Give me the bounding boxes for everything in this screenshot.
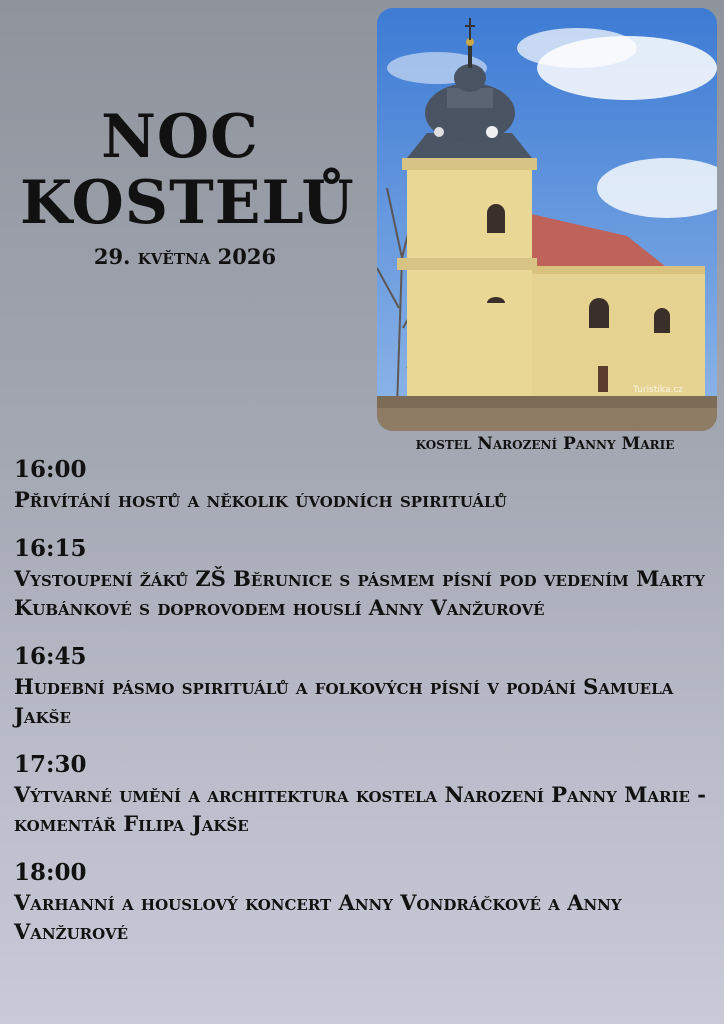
program-description: Varhanní a houslový koncert Anny Vondráčkové a Anny Vanžurové [14,890,622,944]
program-time: 16:00 [14,456,87,483]
program-item [14,750,714,838]
church-photo [377,8,717,431]
program-description: Hudební pásmo spirituálů a folkových písní v podání Samuela Jakše [14,674,674,728]
program-item [14,534,714,622]
event-date: 29. května 2026 [93,244,277,269]
program-list [14,455,714,966]
title-line-2: KOSTELŮ [20,168,355,238]
program-time: 16:15 [14,535,87,562]
photo-caption: kostel Narození Panny Marie [415,434,675,454]
program-time: 18:00 [14,859,87,886]
program-description: Přivítání hostů a několik úvodních spirituálů [14,487,507,512]
program-item [14,455,714,514]
program-description: Vystoupení žáků ZŠ Běrunice s pásmem písní pod vedením Marty Kubánkové s doprovodem houslí Anny Vanžurové [14,566,706,620]
program-item [14,858,714,946]
church-illustration [377,8,717,431]
program-time: 16:45 [14,643,87,670]
event-title [20,102,355,238]
program-description: Výtvarné umění a architektura kostela Narození Panny Marie - komentář Filipa Jakše [14,782,706,836]
program-time: 17:30 [14,751,87,778]
program-item [14,642,714,730]
photo-watermark: Turistika.cz [633,385,683,395]
title-line-1: NOC [101,102,259,172]
